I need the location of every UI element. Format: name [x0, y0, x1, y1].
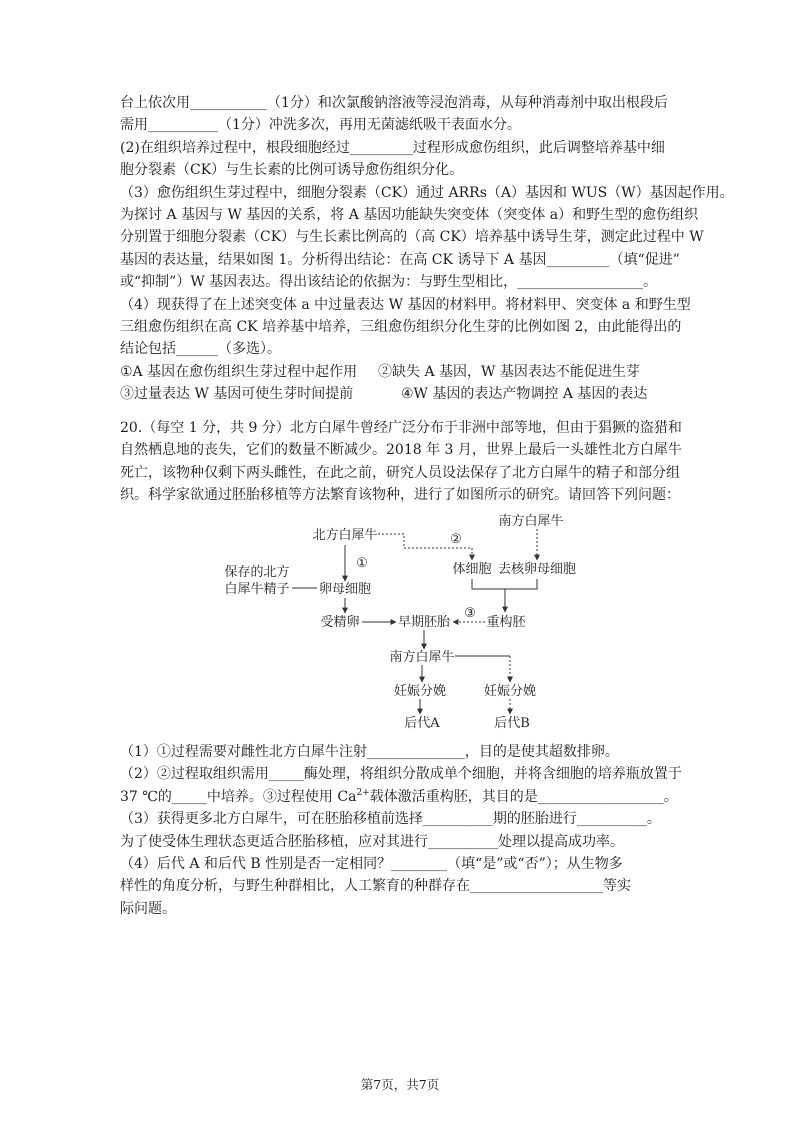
label-oocyte: 卵母细胞 — [318, 582, 372, 597]
question-20-intro-line: 织。科学家欲通过胚胎移植等方法繁育该物种，进行了如图所示的研究。请回答下列问题： — [120, 487, 680, 504]
question-19-text-line: (2)在组织培养过程中，根段细胞经过_________过程形成愈伤组织，此后调整培养基中细 — [120, 139, 665, 156]
option-4: ④W 基因的表达产物调控 A 基因的表达 — [401, 386, 648, 403]
question-20-intro-line: 自然栖息地的丧失，它们的数量不断减少。2018 年 3 月，世界上最后一头雄性北方白犀牛 — [120, 442, 682, 459]
subquestion-3-line-1: （3）获得更多北方白犀牛，可在胚胎移植前选择__________期的胚胎进行__________。 — [120, 811, 661, 828]
question-19-text-line: 台上依次用___________（1分）和次氯酸钠溶液等浸泡消毒，从每种消毒剂中取出根段后 — [120, 95, 668, 111]
subquestion-2-line-2-before: 37 ℃的_____中培养。③过程使用 Ca — [120, 788, 357, 805]
options-row-2 — [120, 383, 734, 405]
label-offspring-a: 后代A — [404, 716, 440, 731]
question-19-text-line: 需用__________（1分）冲洗多次，再用无菌滤纸吸干表面水分。 — [120, 117, 521, 134]
option-1: ①A 基因在愈伤组织生芽过程中起作用 — [120, 363, 358, 380]
label-pregnancy-b: 妊娠分娩 — [483, 684, 537, 699]
rhino-breeding-flow-diagram — [0, 505, 800, 740]
question-20-subquestions — [120, 741, 682, 920]
option-3: ③过量表达 W 基因可使生芽时间提前 — [120, 386, 354, 403]
label-offspring-b: 后代B — [494, 716, 530, 731]
label-sperm-line-2: 白犀牛精子 — [224, 582, 290, 597]
question-19-text-line: 三组愈伤组织在高 CK 培养基中培养，三组愈伤组织分化生芽的比例如图 2，由此能得出的 — [120, 318, 682, 335]
subquestion-2-line-1: （2）②过程取组织需用_____酶处理，将组织分散成单个细胞，并将含细胞的培养瓶放置于 — [120, 766, 682, 783]
label-step-3: ③ — [464, 606, 476, 621]
subquestion-4-line-2: 样性的角度分析，与野生种群相比，人工繁育的种群存在___________________等实 — [120, 878, 631, 895]
question-19-text-line: 或“抑制”）W 基因表达。得出该结论的依据为：与野生型相比，__________________。 — [120, 274, 658, 291]
label-step-2: ② — [450, 532, 462, 547]
page-footer: 第7页，共7页 — [360, 1077, 440, 1092]
question-19-text-line: 基因的表达量，结果如图 1。分析得出结论：在高 CK 诱导下 A 基因_________（填“促进” — [120, 251, 680, 268]
question-20-intro — [120, 417, 682, 507]
options-row-1 — [120, 361, 734, 383]
question-19-text-line: 为探讨 A 基因与 W 基因的关系，将 A 基因功能缺失突变体（突变体 a）和野生型的愈伤组织 — [120, 206, 699, 223]
bracket-nuclear-transfer — [472, 579, 537, 589]
question-19-text-line: （4）现获得了在上述突变体 a 中过量表达 W 基因的材料甲。将材料甲、突变体 a 和野生型 — [120, 296, 691, 313]
label-early-embryo: 早期胚胎 — [397, 615, 451, 630]
subquestion-4-line-3: 际问题。 — [120, 900, 176, 917]
option-2: ②缺失 A 基因，W 基因表达不能促进生芽 — [378, 363, 640, 380]
label-somatic-cell: 体细胞 — [452, 562, 492, 577]
question-19-text-line: 分别置于细胞分裂素（CK）与生长素比例高的（高 CK）培养基中诱导生芽，测定此过程中 W — [120, 229, 704, 246]
label-north-rhino: 北方白犀牛 — [312, 528, 378, 543]
label-zygote: 受精卵 — [320, 615, 360, 630]
label-step-1: ① — [356, 556, 368, 571]
subquestion-3-line-2: 为了使受体生理状态更适合胚胎移植，应对其进行__________处理以提高成功率。 — [120, 833, 624, 850]
label-south-rhino-donor: 南方白犀牛 — [498, 514, 564, 529]
label-reconstructed-embryo: 重构胚 — [486, 615, 526, 630]
question-19-text-line: 结论包括______（多选）。 — [120, 341, 281, 358]
question-20-intro-line: 死亡，该物种仅剩下两头雌性，在此之前，研究人员设法保存了北方白犀牛的精子和部分组 — [120, 464, 680, 481]
label-south-rhino-recipient: 南方白犀牛 — [389, 650, 455, 665]
question-19-section — [120, 92, 734, 405]
subquestion-2-line-2 — [120, 786, 682, 808]
question-19-text-line: 胞分裂素（CK）与生长素的比例可诱导愈伤组织分化。 — [120, 162, 464, 179]
question-19-text-line: （3）愈伤组织生芽过程中，细胞分裂素（CK）通过 ARRs（A）基因和 WUS（W）基因起作用。 — [120, 184, 734, 201]
subquestion-2-line-2-after: 载体激活重构胚，其目的是__________________。 — [369, 788, 678, 805]
subquestion-1: （1）①过程需要对雌性北方白犀牛注射______________，目的是使其超数排卵。 — [120, 744, 619, 760]
label-enucleated-oocyte: 去核卵母细胞 — [497, 562, 577, 577]
label-sperm-line-1: 保存的北方 — [224, 565, 290, 580]
label-pregnancy-a: 妊娠分娩 — [393, 684, 447, 699]
subquestion-4-line-1: （4）后代 A 和后代 B 性别是否一定相同？________（填“是”或“否”）；从生物多 — [120, 855, 623, 872]
question-20-intro-line: 20.（每空 1 分，共 9 分）北方白犀牛曾经广泛分布于非洲中部等地，但由于猖獗的盗猎和 — [120, 420, 682, 436]
calcium-charge-superscript: 2+ — [356, 787, 370, 798]
